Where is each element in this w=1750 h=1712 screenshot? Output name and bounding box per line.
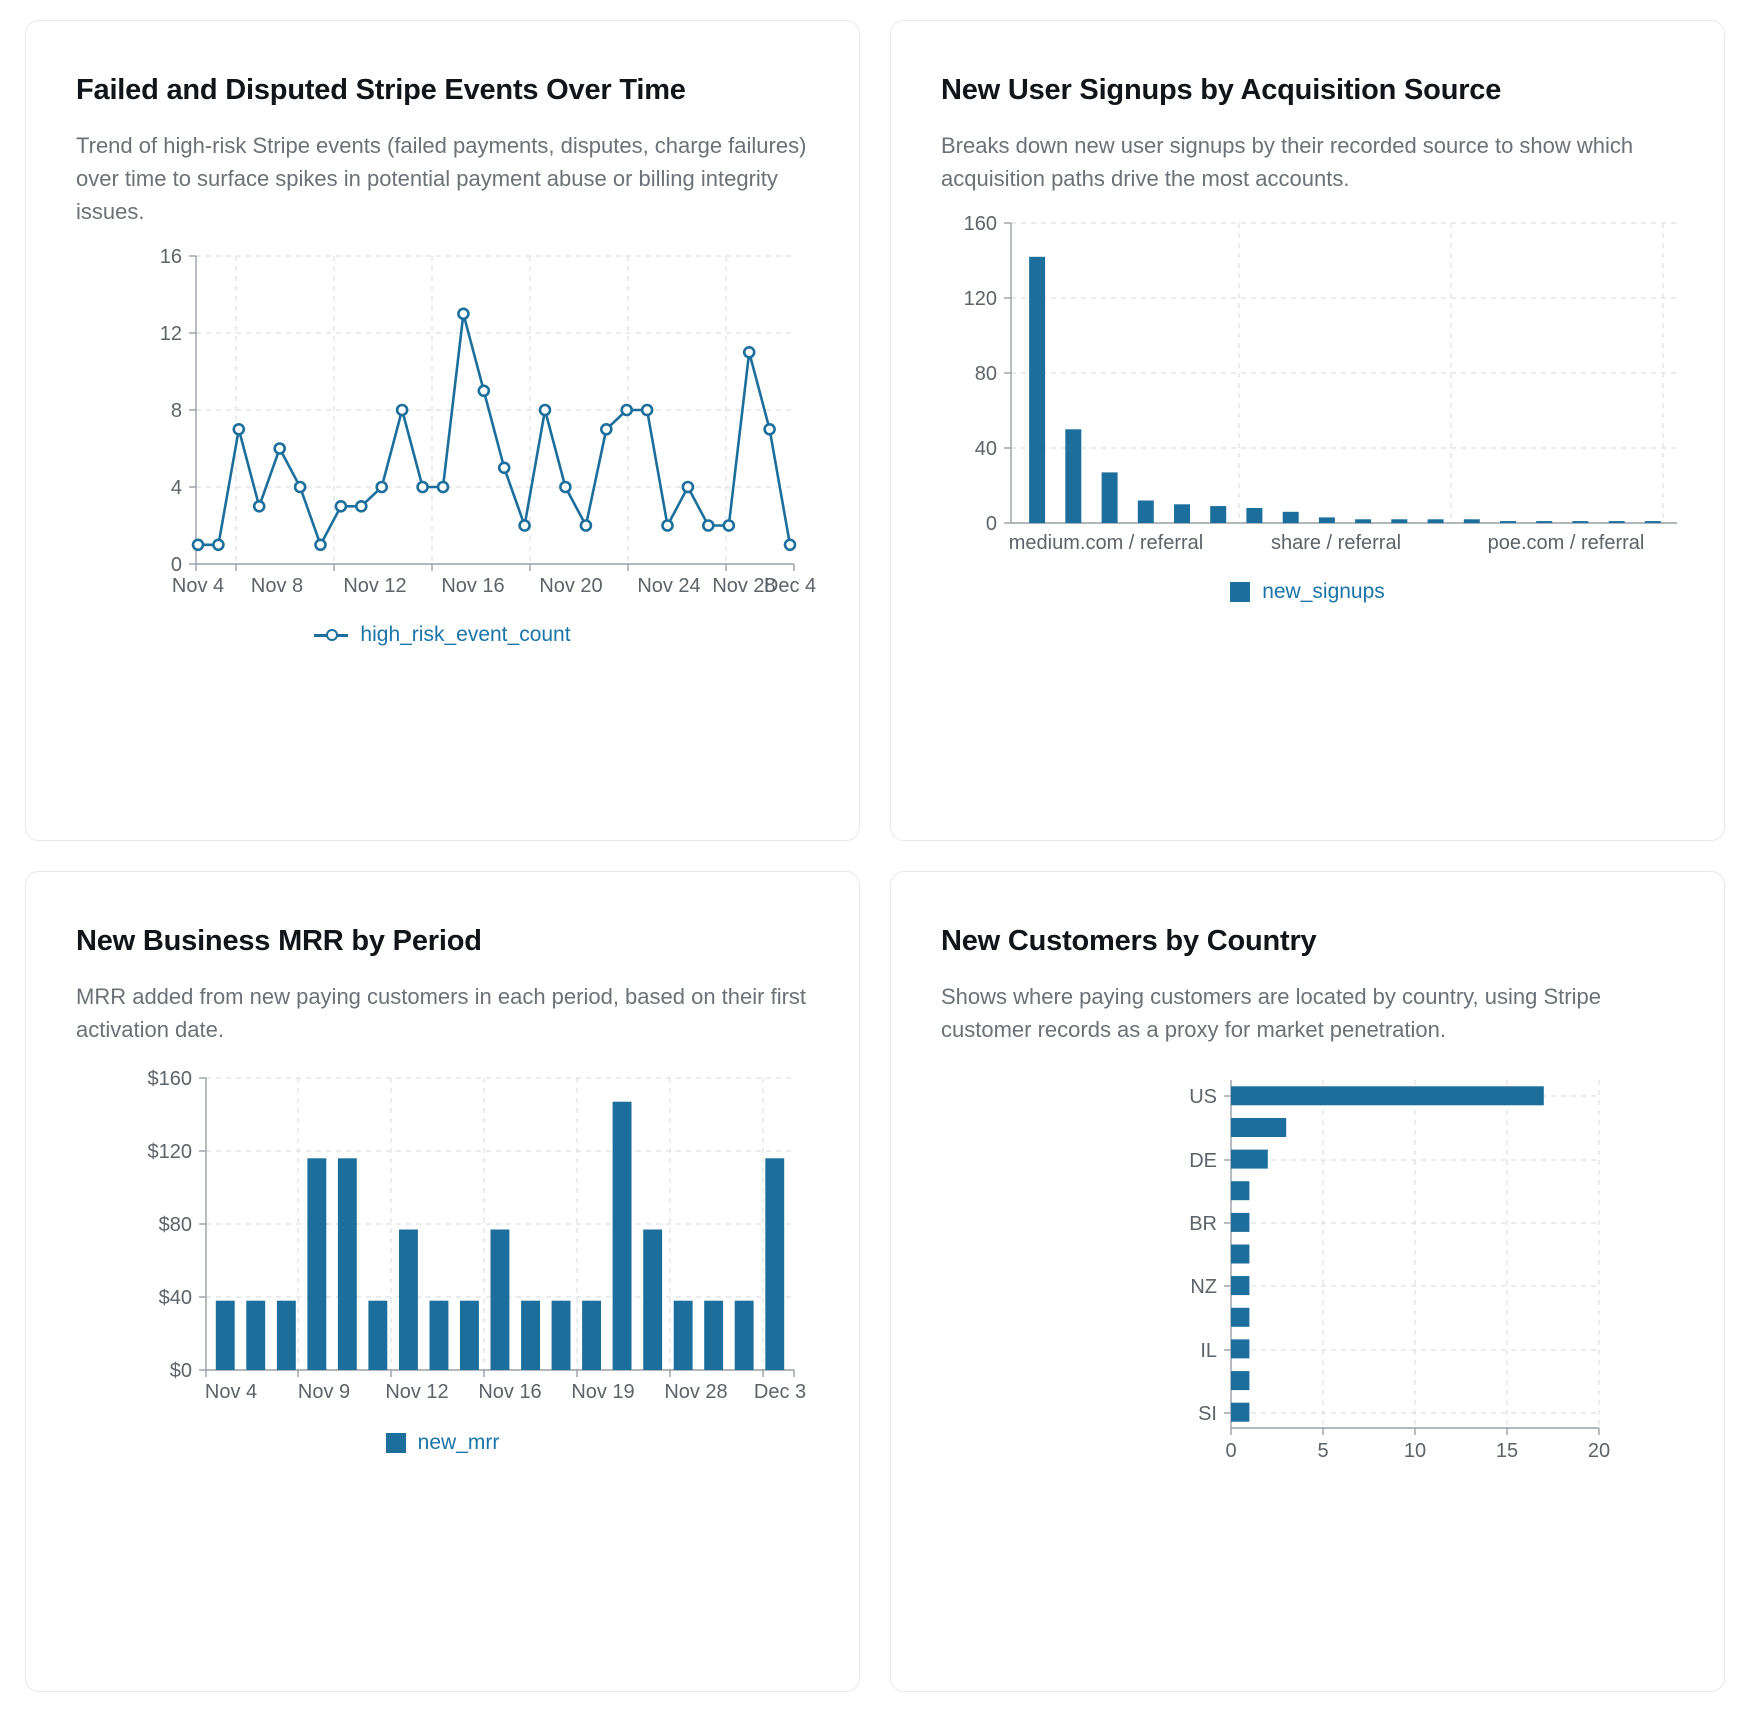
card-description: Shows where paying customers are located by country, using Stripe customer records as a proxy for market penetration.	[941, 984, 1601, 1043]
bar	[1500, 521, 1516, 523]
card-title: New Customers by Country	[941, 925, 1317, 957]
data-point	[499, 463, 509, 473]
x-tick-6: Dec 3	[753, 1381, 807, 1404]
x-tick-20: 20	[1587, 1440, 1611, 1463]
data-point	[275, 444, 285, 454]
chart-legend	[76, 623, 809, 647]
bar	[521, 1301, 540, 1370]
legend-label: new_signups	[1262, 580, 1385, 604]
x-tick-4: Nov 20	[539, 575, 603, 598]
bar	[1231, 1276, 1249, 1295]
bar	[1102, 472, 1118, 523]
data-point	[418, 482, 428, 492]
card-new-business-mrr	[25, 871, 860, 1692]
data-point	[683, 482, 693, 492]
y-tick-80: $80	[158, 1214, 192, 1237]
card-new-user-signups	[890, 20, 1725, 841]
card-failed-disputed-stripe-events	[25, 20, 860, 841]
bar	[460, 1301, 479, 1370]
data-point	[234, 424, 244, 434]
bar	[613, 1102, 632, 1370]
data-point	[663, 521, 673, 531]
bar	[1319, 517, 1335, 523]
x-axis	[1009, 523, 1677, 554]
bar	[704, 1301, 723, 1370]
hbar-chart-customers-by-country	[941, 1060, 1674, 1475]
y-tick-120: $120	[147, 1141, 192, 1164]
bar	[1231, 1403, 1249, 1422]
line-series	[193, 309, 795, 550]
x-tick-0: Nov 4	[171, 575, 225, 598]
bar	[368, 1301, 387, 1370]
bar-chart-new-signups	[941, 209, 1674, 604]
bar	[1231, 1308, 1249, 1327]
bar	[1645, 521, 1661, 523]
bar	[1572, 521, 1588, 523]
bar	[1391, 519, 1407, 523]
card-title: New User Signups by Acquisition Source	[941, 74, 1502, 106]
bar	[1174, 504, 1190, 523]
x-tick-2: Nov 12	[385, 1381, 449, 1404]
y-tick-40: 40	[974, 438, 997, 461]
data-point	[581, 521, 591, 531]
bar	[582, 1301, 601, 1370]
bar-chart-new-mrr	[76, 1060, 809, 1455]
y-tick-br: BR	[1189, 1213, 1217, 1236]
bar	[1231, 1118, 1286, 1137]
x-tick-5: 5	[1317, 1440, 1329, 1463]
data-point	[785, 540, 795, 550]
x-tick-1: Nov 8	[250, 575, 304, 598]
bar	[1231, 1181, 1249, 1200]
bar	[1231, 1245, 1249, 1264]
bar	[765, 1158, 784, 1370]
bar	[491, 1230, 510, 1371]
data-point	[560, 482, 570, 492]
data-point	[479, 386, 489, 396]
data-point	[254, 501, 264, 511]
data-point	[622, 405, 632, 415]
bar	[246, 1301, 265, 1370]
card-description: Trend of high-risk Stripe events (failed payments, disputes, charge failures) over time to surface spikes in potential payment abuse or billing integrity issues.	[76, 133, 807, 225]
line-path	[198, 314, 790, 545]
x-tick-0: Nov 4	[204, 1381, 258, 1404]
bar	[430, 1301, 449, 1370]
legend-label: new_mrr	[417, 1431, 500, 1455]
bar	[1283, 512, 1299, 523]
bar	[307, 1158, 326, 1370]
line-legend-swatch-icon	[314, 625, 348, 645]
bar	[643, 1230, 662, 1371]
x-tick-5: Nov 28	[664, 1381, 728, 1404]
data-point	[356, 501, 366, 511]
y-tick-16: 16	[159, 246, 182, 269]
y-tick-0: 0	[985, 513, 997, 536]
data-point	[377, 482, 387, 492]
data-point	[458, 309, 468, 319]
card-description: MRR added from new paying customers in each period, based on their first activation date.	[76, 984, 807, 1043]
y-tick-40: $40	[158, 1287, 192, 1310]
bar-series	[1029, 257, 1661, 523]
x-tick-5: Nov 24	[637, 575, 701, 598]
bar	[1355, 519, 1371, 523]
bar-legend-swatch-icon	[1230, 582, 1250, 602]
y-tick-8: 8	[170, 400, 182, 423]
x-tick-1: share / referral	[1270, 532, 1402, 555]
bar	[338, 1158, 357, 1370]
data-point	[397, 405, 407, 415]
data-point	[316, 540, 326, 550]
x-tick-3: Nov 16	[441, 575, 505, 598]
x-tick-4: Nov 19	[571, 1381, 635, 1404]
card-title: Failed and Disputed Stripe Events Over Time	[76, 74, 686, 106]
x-tick-3: Nov 16	[478, 1381, 542, 1404]
x-tick-1: Nov 9	[297, 1381, 351, 1404]
chart-legend	[941, 580, 1674, 604]
bar-legend-swatch-icon	[386, 1433, 406, 1453]
bar	[1138, 501, 1154, 524]
y-tick-12: 12	[159, 323, 182, 346]
x-axis	[1225, 1428, 1610, 1462]
bar	[1428, 519, 1444, 523]
card-new-customers-by-country	[890, 871, 1725, 1692]
bar	[277, 1301, 296, 1370]
bar	[399, 1230, 418, 1371]
data-point	[213, 540, 223, 550]
y-tick-0: $0	[169, 1360, 192, 1383]
data-point	[601, 424, 611, 434]
hbar-series	[1231, 1086, 1544, 1421]
y-tick-il: IL	[1200, 1340, 1217, 1363]
y-tick-si: SI	[1198, 1403, 1217, 1426]
bar	[1246, 508, 1262, 523]
y-axis	[160, 246, 196, 576]
data-point	[193, 540, 203, 550]
data-point	[438, 482, 448, 492]
data-point	[520, 521, 530, 531]
y-tick-160: 160	[963, 213, 997, 236]
hbar-chart-svg	[941, 1060, 1701, 1470]
x-tick-7: Dec 4	[763, 575, 817, 598]
x-tick-0: 0	[1225, 1440, 1237, 1463]
legend-label: high_risk_event_count	[360, 623, 571, 647]
bar-chart-svg	[941, 209, 1701, 559]
x-axis	[172, 564, 816, 597]
bar-chart-svg	[76, 1060, 836, 1410]
x-tick-6: Nov 28	[712, 575, 776, 598]
y-tick-nz: NZ	[1190, 1276, 1217, 1299]
line-chart-high-risk-events	[76, 242, 817, 647]
data-point	[295, 482, 305, 492]
bar	[1231, 1371, 1249, 1390]
bar	[1065, 429, 1081, 523]
line-chart-svg	[76, 242, 836, 602]
card-description: Breaks down new user signups by their recorded source to show which acquisition paths drive the most accounts.	[941, 133, 1634, 192]
x-tick-2: Nov 12	[343, 575, 407, 598]
data-point	[703, 521, 713, 531]
x-tick-2: poe.com / referral	[1487, 532, 1645, 555]
y-axis	[1189, 1080, 1231, 1428]
bar	[1029, 257, 1045, 523]
data-point	[540, 405, 550, 415]
y-axis	[964, 213, 1011, 535]
x-tick-0: medium.com / referral	[1008, 532, 1204, 555]
data-point	[765, 424, 775, 434]
bar	[552, 1301, 571, 1370]
data-point	[744, 347, 754, 357]
y-axis	[148, 1068, 207, 1382]
bar	[1231, 1339, 1249, 1358]
y-tick-160: $160	[147, 1068, 192, 1091]
chart-legend	[76, 1431, 809, 1455]
x-axis	[205, 1370, 806, 1403]
bar	[1231, 1086, 1544, 1105]
bar	[1464, 519, 1480, 523]
x-tick-15: 15	[1495, 1440, 1519, 1463]
y-tick-us: US	[1189, 1086, 1217, 1109]
bar	[1231, 1150, 1268, 1169]
x-tick-10: 10	[1403, 1440, 1427, 1463]
data-point	[336, 501, 346, 511]
bar	[1609, 521, 1625, 523]
data-point	[642, 405, 652, 415]
y-tick-de: DE	[1189, 1150, 1217, 1173]
bar	[1231, 1213, 1249, 1232]
y-tick-4: 4	[170, 477, 182, 500]
card-title: New Business MRR by Period	[76, 925, 482, 957]
bar	[1210, 506, 1226, 523]
bar	[674, 1301, 693, 1370]
y-tick-0: 0	[170, 554, 182, 577]
y-tick-120: 120	[963, 288, 997, 311]
bar-series	[216, 1102, 784, 1370]
bar	[1536, 521, 1552, 523]
bar	[735, 1301, 754, 1370]
y-tick-80: 80	[974, 363, 997, 386]
data-point	[724, 521, 734, 531]
bar	[216, 1301, 235, 1370]
